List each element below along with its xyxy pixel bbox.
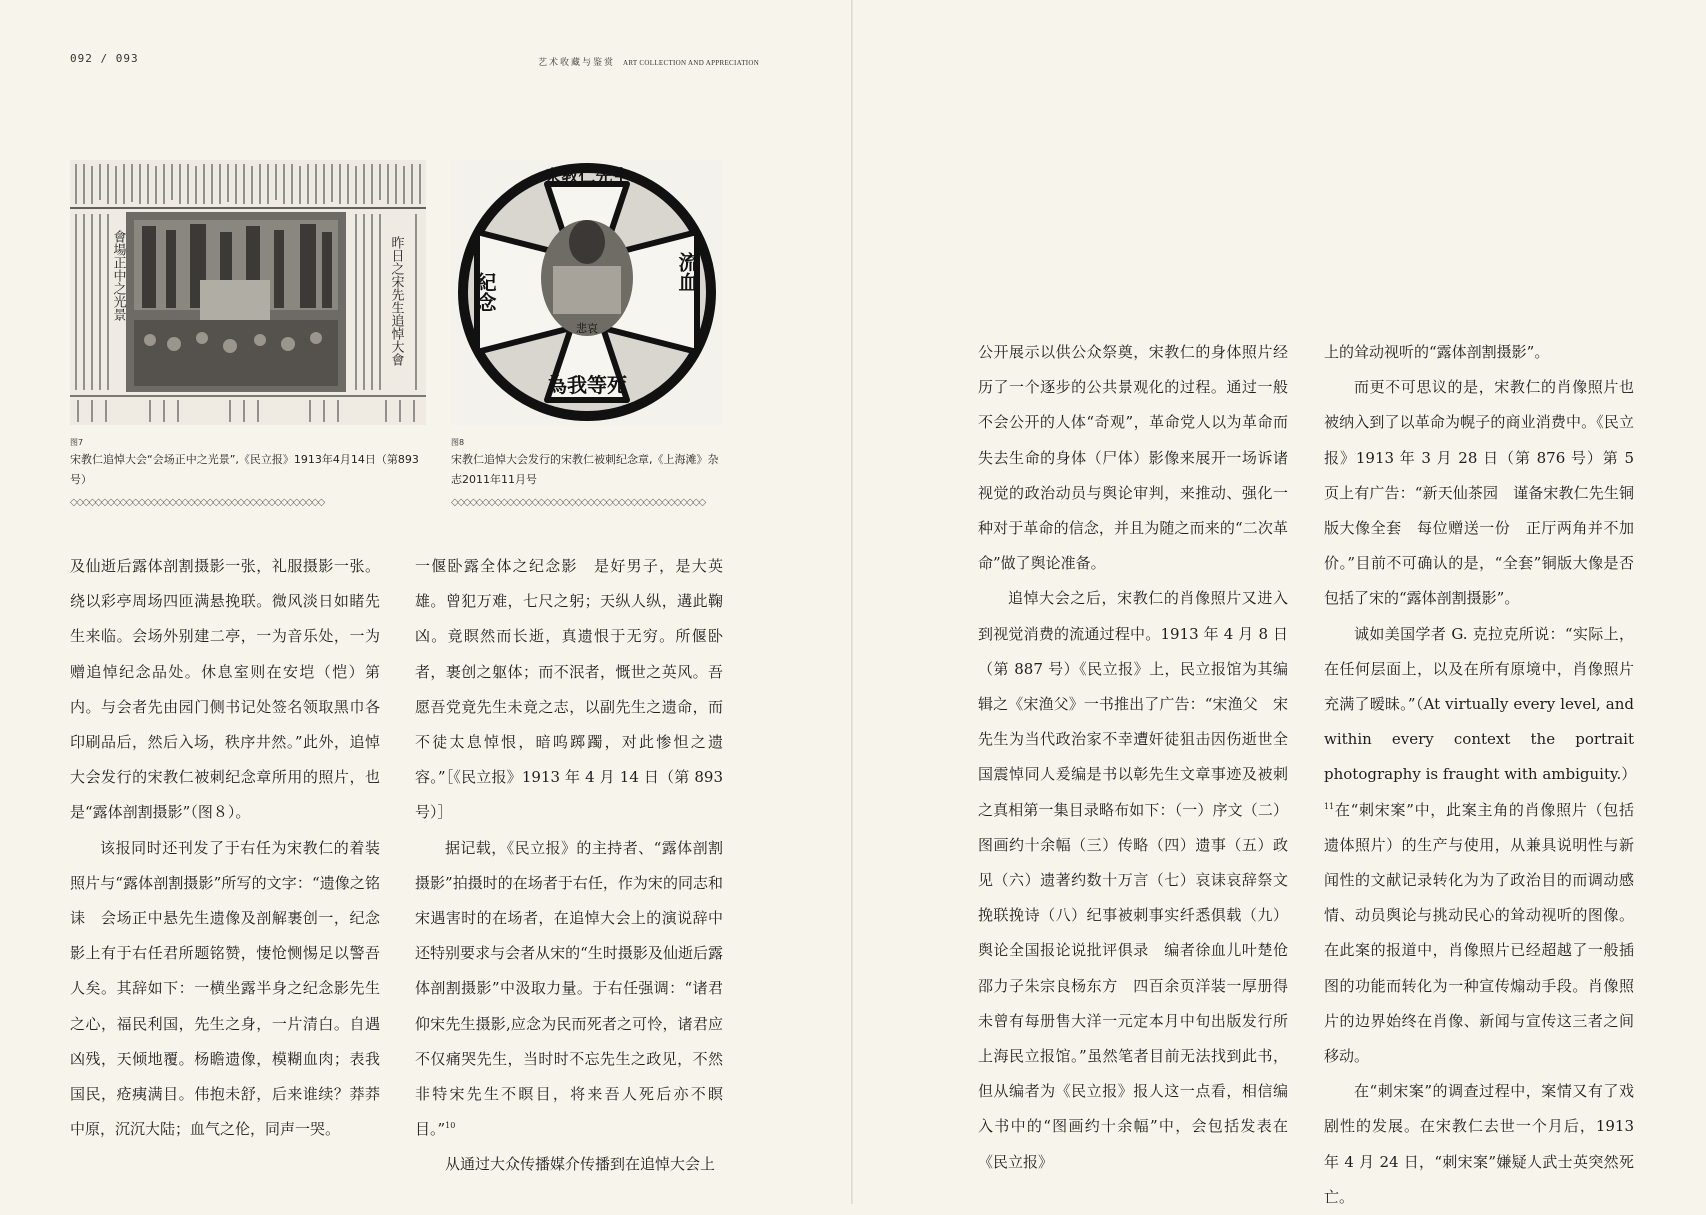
paragraph: 追悼大会之后，宋教仁的肖像照片又进入到视觉消费的流通过程中。1913 年 4 月 8 日（第 887 号）《民立报》上，民立报馆为其编辑之《宋渔父》一书推出了广告：“宋渔父 宋先生为当代政治家不幸遭奸徒狙击因伤逝世全国震悼同人爰编是书以彰先生文章事迹及被刺之真相第一集目录略布如下：（一）序文（二）图画约十余幅（三）传略（四）遗事（五）政见（六）遗著约数十万言（七）哀诔哀辞祭文挽联挽诗（八）纪事被刺事实纤悉俱载（九）舆论全国报论说批评俱录 编者徐血儿叶楚伧邵力子朱宗良杨东方 四百余页洋装一厚册得未曾有每册售大洋一元定本月中旬出版发行所上海民立报馆。”虽然笔者目前无法找到此书，但从编者为《民立报》报人这一点看，相信编入书中的“图画约十余幅”中，会包括发表在《民立报》 (978, 589, 1288, 1171)
body-column-4 (1324, 335, 1637, 1215)
badge-top-text: 宋教仁先生 (544, 167, 630, 187)
figure-7 (70, 160, 426, 508)
badge-center-text: 悲哀 (576, 322, 598, 335)
left-page (0, 0, 851, 1204)
body-column-3 (978, 335, 1288, 1180)
running-head (538, 55, 759, 68)
paragraph: 一偃卧露全体之纪念影 是好男子，是大英雄。曾犯万难，七尺之躬；天纵人纵，遘此鞠凶。竟瞑然而长逝，真遗恨于无穷。所偃卧者，裹创之躯体；而不泯者，慨世之英风。吾愿吾党竟先生未竟之志，以副先生之遗命，而不徒太息悼恨，暗呜踯躅，对此惨怛之遗容。”［《民立报》1913 年 4 月 14 日（第 893 号）］ (415, 557, 723, 822)
footnote-ref: 11 (1324, 801, 1335, 811)
footnote-ref: 10 (445, 1121, 456, 1131)
paragraph: 上的耸动视听的“露体剖割摄影”。 (1324, 343, 1550, 361)
body-column-1 (70, 549, 380, 1147)
newspaper-clipping-graphic (70, 160, 426, 425)
figure-8-caption: 宋教仁追悼大会发行的宋教仁被刺纪念章,《上海滩》杂志2011年11月号 (451, 453, 719, 486)
paragraph: 及仙逝后露体剖割摄影一张，礼服摄影一张。绕以彩亭周场四匝满悬挽联。微风淡日如睹先生来临。会场外别建二亭，一为音乐处，一为赠追悼纪念品处。休息室则在安垲（恺）第内。与会者先由园门侧书记处签名领取黑巾各印刷品后，然后入场，秩序井然。”此外，追悼大会发行的宋教仁被刺纪念章所用的照片，也是“露体剖割摄影”（图８）。 (70, 557, 380, 822)
figure-8-label: 图8 (451, 438, 465, 447)
paragraph: 在“刺宋案”的调查过程中，案情又有了戏剧性的发展。在宋教仁去世一个月后，1913 年 4 月 24 日，“刺宋案”嫌疑人武士英突然死亡。 (1324, 1082, 1634, 1206)
paragraph-text: 诚如美国学者 G. 克拉克所说：“实际上，在任何层面上，以及在所有原境中，肖像照片充满了暧昧。”（At virtually every level, and within every context the portrait photography is fraught with ambiguity.） (1324, 624, 1637, 784)
newspaper-clipping-image (70, 160, 426, 425)
badge-bottom-text: 為我等死 (547, 373, 627, 397)
running-head-en: ART COLLECTION AND APPRECIATION (623, 59, 760, 67)
paragraph: 该报同时还刊发了于右任为宋教仁的着装照片与“露体剖割摄影”所写的文字：“遗像之铭诔 会场正中悬先生遗像及剖解裹创一，纪念影上有于右任君所题铭赞，悽怆恻惕足以警吾人矣。其辞如下：一横坐露半身之纪念影先生之心，福民利国，先生之身，一片清白。自遇凶残，天倾地覆。杨瞻遗像，模糊血肉；表我国民，疮痍满目。伟抱未舒，后来谁续？莽莽中原，沉沉大陆；血气之伦，同声一哭。 (70, 838, 380, 1139)
figure-7-caption: 宋教仁追悼大会“会场正中之光景”,《民立报》1913年4月14日（第893号） (70, 453, 419, 486)
paragraph: 从通过大众传播媒介传播到在追悼大会上 (445, 1155, 716, 1174)
clipping-subtitle: 會場正中之光景 (110, 230, 126, 321)
commemorative-badge-graphic (451, 160, 723, 425)
caption-divider: ◇◇◇◇◇◇◇◇◇◇◇◇◇◇◇◇◇◇◇◇◇◇◇◇◇◇◇◇◇◇◇◇◇◇◇◇◇◇◇◇◇ (70, 498, 324, 508)
running-head-cn: 艺术收藏与鉴赏 (538, 58, 616, 68)
body-column-2 (415, 549, 723, 1183)
paragraph (1324, 617, 1637, 1075)
page-numbers: 092 / 093 (70, 52, 139, 65)
badge-right-text: 流血 (675, 252, 699, 292)
paragraph: 而更不可思议的是，宋教仁的肖像照片也被纳入到了以革命为幌子的商业消费中。《民立报》1913 年 3 月 28 日（第 876 号）第 5 页上有广告：“新天仙茶园 谨备宋教仁先生铜版大像全套 每位赠送一份 正厅两角并不加价。”目前不可确认的是，“全套”铜版大像是否包括了宋的“露体剖割摄影”。 (1324, 378, 1634, 608)
figure-7-label: 图7 (70, 438, 84, 447)
paragraph: 公开展示以供公众祭奠，宋教仁的身体照片经历了一个逐步的公共景观化的过程。通过一般不会公开的人体“奇观”，革命党人以为革命而失去生命的身体（尸体）影像来展开一场诉诸视觉的政治动员与舆论审判，来推动、强化一种对于革命的信念，并且为随之而来的“二次革命”做了舆论准备。 (978, 343, 1288, 573)
paragraph (415, 831, 723, 1148)
badge-left-text: 紀念 (473, 272, 497, 312)
paragraph-text: 据记载，《民立报》的主持者、“露体剖割摄影”拍摄时的在场者于右任，作为宋的同志和宋遇害时的在场者，在追悼大会上的演说辞中还特别要求与会者从宋的“生时摄影及仙逝后露体剖割摄影”中汲取力量。于右任强调：“诸君仰宋先生摄影,应念为民而死者之可怜，诸君应不仅痛哭先生，当时时不忘先生之政见，不然非特宋先生不瞑目，将来吾人死后亦不瞑目。” (415, 838, 723, 1139)
paragraph-text: 在“刺宋案”中，此案主角的肖像照片（包括遗体照片）的生产与使用，从兼具说明性与新闻性的文献记录转化为为了政治目的而调动感情、动员舆论与挑动民心的耸动视听的图像。在此案的报道中，肖像照片已经超越了一般插图的功能而转化为一种宣传煽动手段。肖像照片的边界始终在肖像、新闻与宣传这三者之间移动。 (1324, 800, 1634, 1066)
caption-divider: ◇◇◇◇◇◇◇◇◇◇◇◇◇◇◇◇◇◇◇◇◇◇◇◇◇◇◇◇◇◇◇◇◇◇◇◇◇◇◇◇◇ (451, 498, 705, 508)
commemorative-badge-image (451, 160, 723, 425)
figure-8 (451, 160, 723, 508)
clipping-title: 昨日之宋先生追悼大會 (388, 236, 404, 366)
